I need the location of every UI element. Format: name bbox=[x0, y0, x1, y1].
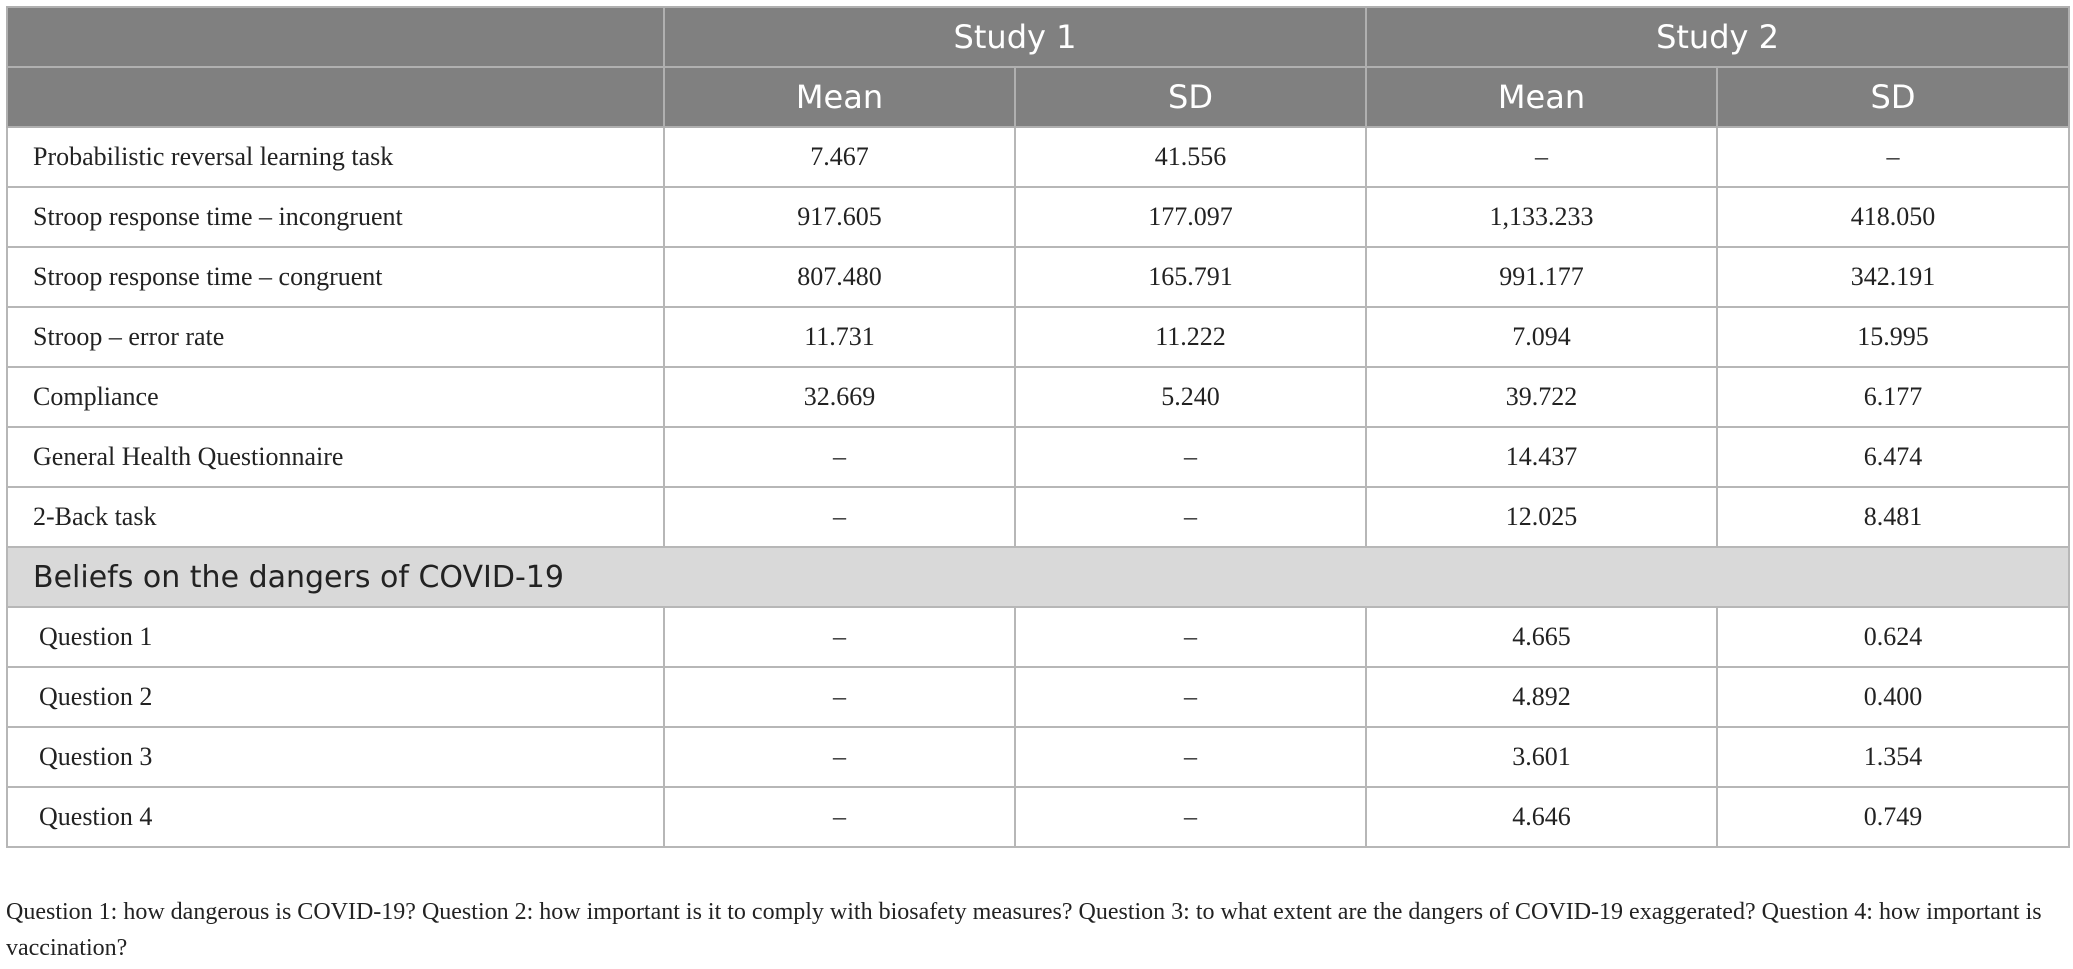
study1-mean-cell: – bbox=[664, 787, 1015, 847]
table-body bbox=[7, 127, 2069, 847]
study1-sd-cell: – bbox=[1015, 727, 1366, 787]
study2-mean-cell: 7.094 bbox=[1366, 307, 1717, 367]
study2-sd-cell: 1.354 bbox=[1717, 727, 2069, 787]
study2-sd-cell: 6.474 bbox=[1717, 427, 2069, 487]
table-header bbox=[7, 7, 2069, 127]
study2-sd-cell: 342.191 bbox=[1717, 247, 2069, 307]
study1-sd-cell: – bbox=[1015, 607, 1366, 667]
study1-sd-cell: 11.222 bbox=[1015, 307, 1366, 367]
study2-sd-cell: – bbox=[1717, 127, 2069, 187]
study2-sd-cell: 0.749 bbox=[1717, 787, 2069, 847]
study1-mean-cell: – bbox=[664, 667, 1015, 727]
study2-mean-cell: 39.722 bbox=[1366, 367, 1717, 427]
row-label: Question 1 bbox=[7, 607, 664, 667]
table-row bbox=[7, 787, 2069, 847]
row-label: Stroop – error rate bbox=[7, 307, 664, 367]
header-study-2: Study 2 bbox=[1366, 7, 2069, 67]
study2-mean-cell: 4.646 bbox=[1366, 787, 1717, 847]
header-study1-sd: SD bbox=[1015, 67, 1366, 127]
study1-mean-cell: – bbox=[664, 727, 1015, 787]
header-group-row bbox=[7, 7, 2069, 67]
table-row bbox=[7, 367, 2069, 427]
study2-sd-cell: 15.995 bbox=[1717, 307, 2069, 367]
header-study2-sd: SD bbox=[1717, 67, 2069, 127]
results-table-container bbox=[6, 6, 2068, 848]
study1-mean-cell: 32.669 bbox=[664, 367, 1015, 427]
study2-mean-cell: 14.437 bbox=[1366, 427, 1717, 487]
table-row bbox=[7, 487, 2069, 547]
header-study-1: Study 1 bbox=[664, 7, 1366, 67]
study2-mean-cell: 3.601 bbox=[1366, 727, 1717, 787]
study2-sd-cell: 418.050 bbox=[1717, 187, 2069, 247]
study1-mean-cell: 11.731 bbox=[664, 307, 1015, 367]
section-title: Beliefs on the dangers of COVID-19 bbox=[7, 547, 2069, 607]
study1-sd-cell: 41.556 bbox=[1015, 127, 1366, 187]
study2-sd-cell: 8.481 bbox=[1717, 487, 2069, 547]
table-row bbox=[7, 187, 2069, 247]
study2-mean-cell: 12.025 bbox=[1366, 487, 1717, 547]
table-row bbox=[7, 427, 2069, 487]
row-label: Probabilistic reversal learning task bbox=[7, 127, 664, 187]
study1-mean-cell: – bbox=[664, 427, 1015, 487]
study1-mean-cell: 7.467 bbox=[664, 127, 1015, 187]
row-label: Stroop response time – congruent bbox=[7, 247, 664, 307]
study1-sd-cell: – bbox=[1015, 787, 1366, 847]
study1-mean-cell: 807.480 bbox=[664, 247, 1015, 307]
study1-sd-cell: 165.791 bbox=[1015, 247, 1366, 307]
study2-mean-cell: 991.177 bbox=[1366, 247, 1717, 307]
study1-mean-cell: – bbox=[664, 607, 1015, 667]
study1-mean-cell: 917.605 bbox=[664, 187, 1015, 247]
study1-sd-cell: – bbox=[1015, 487, 1366, 547]
row-label: Question 4 bbox=[7, 787, 664, 847]
study2-mean-cell: 1,133.233 bbox=[1366, 187, 1717, 247]
table-footnote: Question 1: how dangerous is COVID-19? Question 2: how important is it to comply with biosafety measures? Question 3: to what extent are the dangers of COVID-19 exaggerated? Question 4: how important is vaccination? bbox=[6, 899, 2042, 961]
table-row bbox=[7, 307, 2069, 367]
row-label: General Health Questionnaire bbox=[7, 427, 664, 487]
study2-mean-cell: 4.665 bbox=[1366, 607, 1717, 667]
study1-mean-cell: – bbox=[664, 487, 1015, 547]
row-label: Question 3 bbox=[7, 727, 664, 787]
header-corner-cell bbox=[7, 67, 664, 127]
row-label: Question 2 bbox=[7, 667, 664, 727]
row-label: 2-Back task bbox=[7, 487, 664, 547]
study2-sd-cell: 6.177 bbox=[1717, 367, 2069, 427]
study2-sd-cell: 0.400 bbox=[1717, 667, 2069, 727]
section-header-row bbox=[7, 547, 2069, 607]
study1-sd-cell: 177.097 bbox=[1015, 187, 1366, 247]
table-row bbox=[7, 127, 2069, 187]
table-row bbox=[7, 607, 2069, 667]
study2-mean-cell: 4.892 bbox=[1366, 667, 1717, 727]
header-column-row bbox=[7, 67, 2069, 127]
study2-mean-cell: – bbox=[1366, 127, 1717, 187]
header-study1-mean: Mean bbox=[664, 67, 1015, 127]
header-corner-cell bbox=[7, 7, 664, 67]
study2-sd-cell: 0.624 bbox=[1717, 607, 2069, 667]
header-study2-mean: Mean bbox=[1366, 67, 1717, 127]
row-label: Stroop response time – incongruent bbox=[7, 187, 664, 247]
results-table bbox=[6, 6, 2070, 848]
row-label: Compliance bbox=[7, 367, 664, 427]
table-row bbox=[7, 247, 2069, 307]
study1-sd-cell: – bbox=[1015, 667, 1366, 727]
study1-sd-cell: 5.240 bbox=[1015, 367, 1366, 427]
table-row bbox=[7, 667, 2069, 727]
table-row bbox=[7, 727, 2069, 787]
study1-sd-cell: – bbox=[1015, 427, 1366, 487]
